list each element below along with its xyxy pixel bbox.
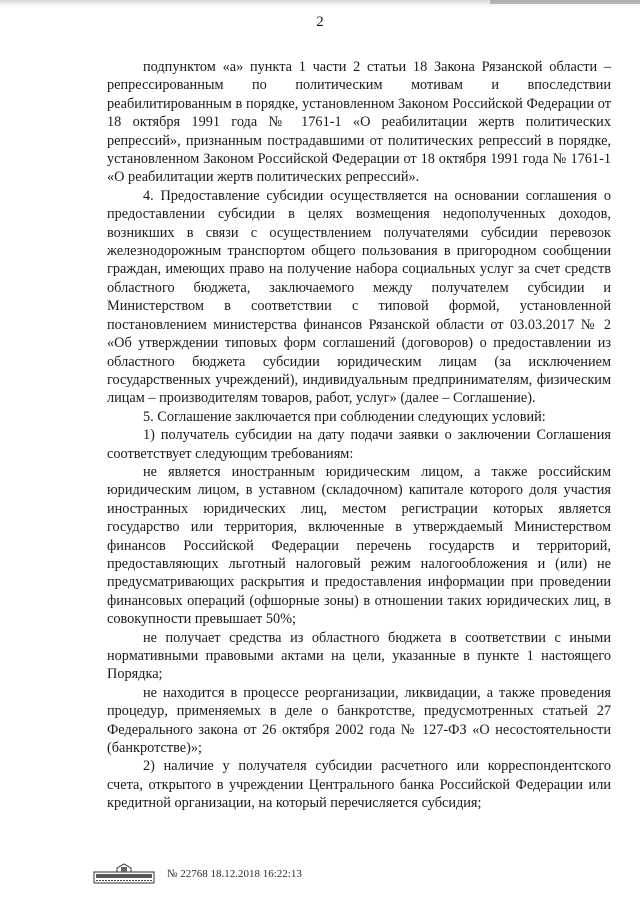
paragraph-requirement-offshore: не является иностранным юридическим лицом, а также российским юридическим лицом, в уставном (складочном) капитале которого доля участия иностранных юридических лиц, местом регистрации которых является государство или территория, включенные в утверждаемый Министерством финансов Российской Федерации перечень государств и территорий, предоставляющих льготный налоговый режим налогообложения и (или) не предусматривающих раскрытия и предоставления информации при проведении финансовых операций (офшорные зоны) в отношении таких юридических лиц, в совокупности превышает 50%;: [107, 463, 611, 628]
paragraph-item-5: 5. Соглашение заключается при соблюдении следующих условий:: [143, 408, 546, 425]
paragraph-requirement-no-bankruptcy: не находится в процессе реорганизации, ликвидации, а также проведения процедур, применяемых в деле о банкротстве, предусмотренных статьей 27 Федерального закона от 26 октября 2002 года № 127-ФЗ «О несостоятельности (банкротстве)»;: [107, 684, 611, 757]
scan-edge-mark: [490, 0, 640, 4]
paragraph-subitem-1: 1) получатель субсидии на дату подачи заявки о заключении Соглашения соответствует следующим требованиям:: [107, 427, 611, 462]
paragraph-continuation: подпунктом «а» пункта 1 части 2 статьи 18 Закона Рязанской области – репрессированным по политическим мотивам и впоследствии реабилитированным в порядке, установленном Законом Российской Федерации от 18 октября 1991 года № 1761-1 «О реабилитации жертв политических репрессий», признанным пострадавшими от политических репрессий в порядке, установленном Законом Российской Федерации от 18 октября 1991 года № 1761-1 «О реабилитации жертв политических репрессий».: [107, 59, 611, 186]
document-registration-mark: № 22768 18.12.2018 16:22:13: [167, 868, 302, 880]
paragraph-subitem-2: 2) наличие у получателя субсидии расчетного или корреспондентского счета, открытого в учреждении Центрального банка Российской Федерации или кредитной организации, на который перечисляется субсидия;: [107, 758, 611, 812]
document-footer: [93, 862, 302, 886]
paragraph-item-4: 4. Предоставление субсидии осуществляется на основании соглашения о предоставлении субсидии в целях возмещения недополученных доходов, возникших в связи с осуществлением получателями субсидии перевозок железнодорожным транспортом общего пользования в пригородном сообщении граждан, имеющих право на получение набора социальных услуг за счет средств областного бюджета, заключаемого между получателем субсидии и Министерством в соответствии с типовой формой, установленной постановлением министерства финансов Рязанской области от 03.03.2017 № 2 «Об утверждении типовых форм соглашений (договоров) о предоставлении из областного бюджета субсидии юридическим лицам (за исключением государственных учреждений), индивидуальным предпринимателям, физическим лицам – производителям товаров, работ, услуг» (далее – Соглашение).: [107, 187, 611, 407]
paragraph-requirement-no-other-funds: не получает средства из областного бюджета в соответствии с иными нормативными правовыми актами на цели, указанные в пункте 1 настоящего Порядка;: [107, 629, 611, 683]
document-body: [107, 58, 611, 813]
page-number: 2: [316, 14, 324, 30]
registry-logo-icon: [93, 863, 155, 885]
